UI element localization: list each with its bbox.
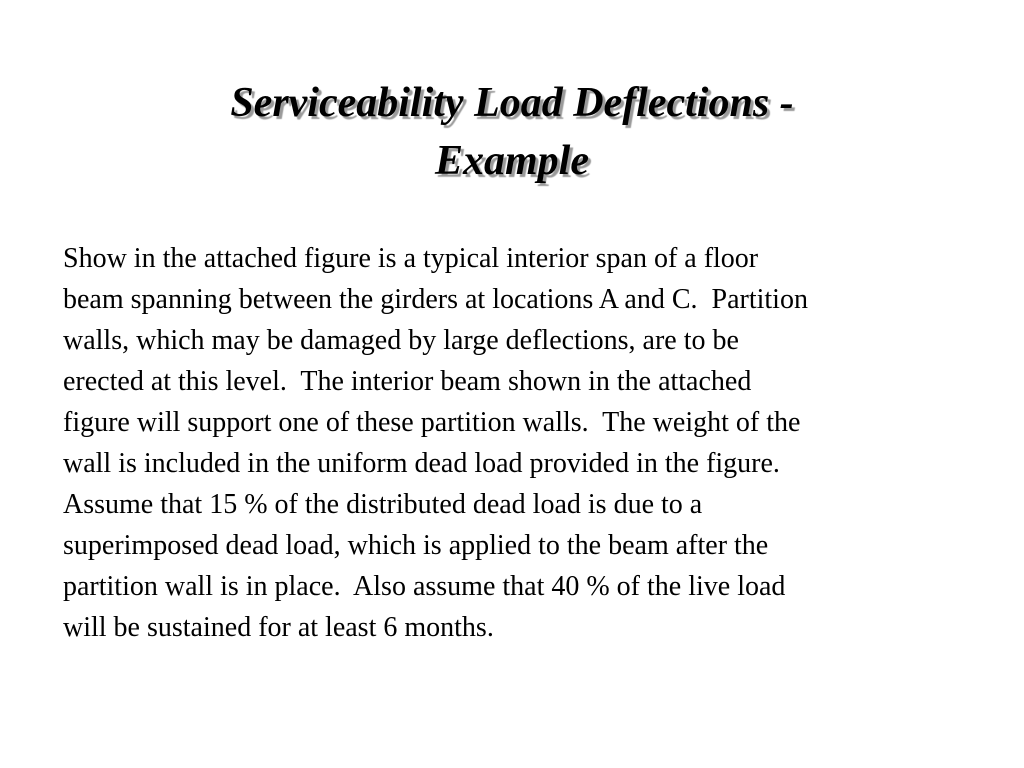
slide-title-line: Example — [435, 138, 589, 184]
body-text-line: wall is included in the uniform dead load provided in the figure. — [63, 448, 780, 479]
body-text-line: Show in the attached figure is a typical interior span of a floor — [63, 243, 759, 274]
body-text-line: beam spanning between the girders at locations A and C. Partition — [63, 284, 808, 315]
slide-title — [62, 74, 962, 190]
body-text-line: superimposed dead load, which is applied to the beam after the — [63, 530, 769, 561]
body-text-line: figure will support one of these partition walls. The weight of the — [63, 407, 801, 438]
body-text-line: partition wall is in place. Also assume that 40 % of the live load — [63, 571, 786, 602]
slide-title-line: Serviceability Load Deflections - — [230, 80, 794, 126]
body-text-line: Assume that 15 % of the distributed dead load is due to a — [63, 489, 703, 520]
slide-body-text — [63, 238, 1003, 648]
body-text-line: will be sustained for at least 6 months. — [63, 612, 494, 643]
body-text-line: walls, which may be damaged by large deflections, are to be — [63, 325, 739, 356]
body-text-line: erected at this level. The interior beam shown in the attached — [63, 366, 752, 397]
